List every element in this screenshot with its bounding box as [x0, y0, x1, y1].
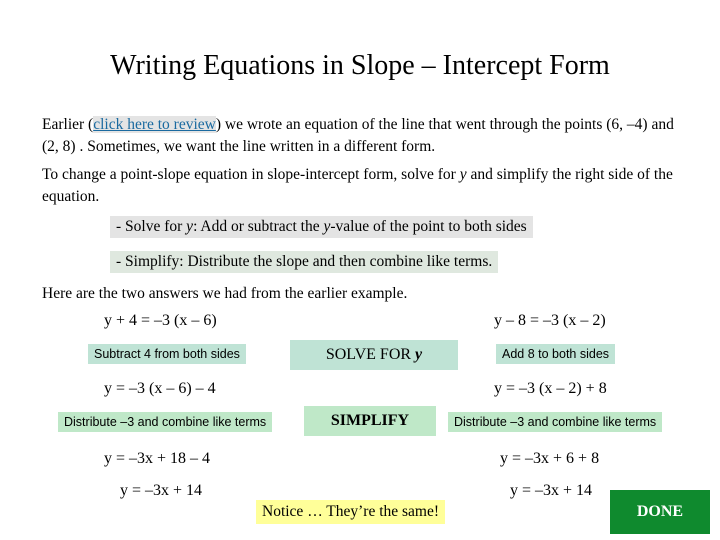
right-note-distribute: Distribute –3 and combine like terms — [448, 412, 662, 432]
left-equation-4: y = –3x + 14 — [120, 482, 203, 499]
solve-step-var2: y — [323, 218, 331, 235]
instruction-paragraph — [42, 164, 692, 208]
left-note-distribute: Distribute –3 and combine like terms — [58, 412, 272, 432]
right-equation-2: y = –3 (x – 2) + 8 — [494, 380, 607, 397]
right-note-add: Add 8 to both sides — [496, 344, 615, 364]
right-equation-4: y = –3x + 14 — [510, 482, 593, 499]
done-button[interactable]: DONE — [610, 490, 710, 534]
solve-step — [110, 216, 533, 238]
left-equation-1: y + 4 = –3 (x – 6) — [104, 312, 217, 329]
intro-text-start: Earlier ( — [42, 116, 94, 133]
solve-for-y-label — [290, 340, 458, 370]
answers-intro: Here are the two answers we had from the earlier example. — [42, 285, 408, 302]
instruction-var: y — [459, 166, 467, 183]
solve-step-var: y — [186, 218, 194, 235]
instruction-text-start: To change a point-slope equation in slope-intercept form, solve for — [42, 166, 460, 183]
simplify-label: SIMPLIFY — [304, 406, 436, 436]
left-note-subtract: Subtract 4 from both sides — [88, 344, 246, 364]
page-title: Writing Equations in Slope – Intercept Form — [110, 50, 610, 81]
left-equation-3: y = –3x + 18 – 4 — [104, 450, 211, 467]
right-equation-3: y = –3x + 6 + 8 — [500, 450, 600, 467]
solve-for-var: y — [415, 346, 423, 363]
intro-text-end: ) we wrote an equation of the line that went through the points (6, –4) and (2, 8) . Sometimes, we want the line written in a different form. — [42, 116, 674, 155]
notice-same-banner: Notice … They’re the same! — [256, 500, 445, 524]
intro-paragraph — [42, 114, 692, 158]
simplify-step: - Simplify: Distribute the slope and then combine like terms. — [110, 251, 498, 273]
review-link[interactable]: click here to review — [93, 116, 216, 133]
solve-step-text-mid: : Add or subtract the — [193, 218, 324, 235]
solve-step-text-end: -value of the point to both sides — [330, 218, 527, 235]
right-equation-1: y – 8 = –3 (x – 2) — [494, 312, 606, 329]
instruction-text-end: and simplify the right side of the equation. — [42, 166, 673, 205]
solve-for-label-text: SOLVE FOR — [325, 346, 412, 363]
left-equation-2: y = –3 (x – 6) – 4 — [104, 380, 216, 397]
solve-step-text: - Solve for — [116, 218, 187, 235]
